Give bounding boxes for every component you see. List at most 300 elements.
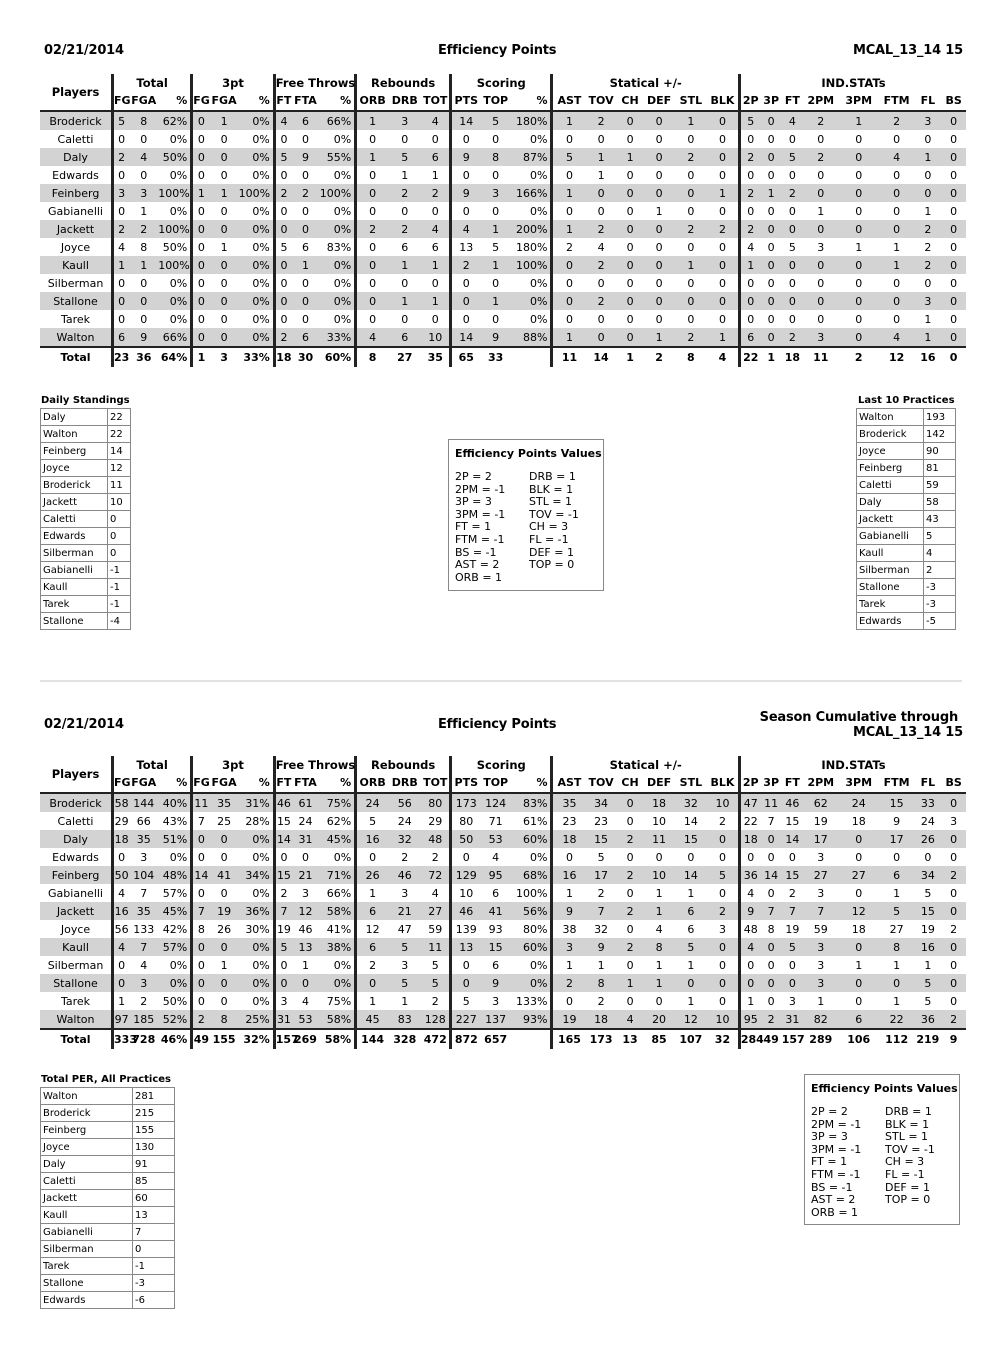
player-name: Tarek bbox=[60, 994, 91, 1008]
stat-cell: 95 bbox=[739, 1010, 760, 1029]
stat-cell: 52% bbox=[158, 1010, 191, 1029]
column-header: PTS bbox=[451, 91, 481, 111]
stat-cell: 0 bbox=[941, 974, 966, 992]
stat-cell: 11 bbox=[422, 938, 451, 956]
stat-cell: 2 bbox=[914, 256, 941, 274]
stat-cell: 0 bbox=[626, 240, 634, 254]
stat-cell: 41 bbox=[481, 902, 511, 920]
stat-cell: 0 bbox=[274, 256, 292, 274]
stat-cell: 1 bbox=[210, 111, 239, 130]
stat-cell: 41% bbox=[326, 922, 352, 936]
stat-cell: 56 bbox=[113, 920, 130, 938]
stat-cell: 0 bbox=[839, 830, 879, 848]
ep-values-title: Efficiency Points Values bbox=[811, 1082, 958, 1095]
column-header: FTM bbox=[879, 91, 915, 111]
stat-cell: 1 bbox=[401, 994, 409, 1008]
stat-cell: 34% bbox=[239, 866, 275, 884]
player-score: 281 bbox=[133, 1088, 175, 1105]
stat-cell: 0% bbox=[169, 168, 188, 182]
stat-cell: 2 bbox=[585, 256, 616, 274]
ep-value-item: 2P = 2 bbox=[455, 470, 492, 483]
stat-cell: 0 bbox=[401, 204, 409, 218]
total-cell: 22 bbox=[739, 347, 760, 367]
stat-cell: 3 bbox=[817, 958, 825, 972]
stat-cell: 0 bbox=[451, 956, 481, 974]
stat-cell: 0% bbox=[333, 168, 352, 182]
stat-cell: 0 bbox=[855, 994, 863, 1008]
stat-cell: 0 bbox=[451, 130, 481, 148]
stat-cell: 2 bbox=[597, 994, 605, 1008]
stat-cell: 0 bbox=[140, 168, 148, 182]
stat-cell: 6 bbox=[839, 1010, 879, 1029]
stat-cell: 0% bbox=[239, 974, 275, 992]
player-name: Broderick bbox=[40, 111, 113, 130]
stat-cell: 0 bbox=[655, 850, 663, 864]
stat-cell: 25% bbox=[239, 1010, 275, 1029]
stat-cell: 16 bbox=[113, 902, 130, 920]
stat-cell: 0 bbox=[356, 848, 388, 866]
stat-cell: 0% bbox=[530, 168, 548, 182]
stat-cell: 0 bbox=[113, 130, 130, 148]
ep-value-item: BLK = 1 bbox=[529, 482, 574, 496]
daily-date: 02/21/2014 bbox=[44, 43, 124, 58]
stat-cell: 11 bbox=[761, 793, 782, 812]
ranking-row bbox=[857, 477, 956, 494]
stat-cell: 0 bbox=[924, 168, 932, 182]
stat-cell: 6 bbox=[739, 328, 760, 347]
player-name: Daly bbox=[41, 409, 108, 426]
stat-cell: 2 bbox=[675, 220, 707, 238]
stat-cell: 0 bbox=[718, 850, 726, 864]
stat-cell: 5 bbox=[782, 148, 803, 166]
stat-cell: 0 bbox=[220, 168, 228, 182]
stat-cell: 5 bbox=[924, 994, 932, 1008]
group-header: Total bbox=[113, 74, 192, 91]
stat-cell: 0 bbox=[617, 793, 644, 812]
total-cell: 27 bbox=[388, 347, 421, 367]
stat-cell: 2 bbox=[431, 850, 439, 864]
stat-cell: 21 bbox=[292, 866, 319, 884]
stat-cell: 15 bbox=[675, 830, 707, 848]
stat-cell: 75% bbox=[319, 793, 356, 812]
stat-cell: 2 bbox=[739, 184, 760, 202]
stat-cell: 0 bbox=[718, 276, 726, 290]
total-cell: 36 bbox=[129, 347, 158, 367]
stat-cell: 0 bbox=[767, 850, 775, 864]
stat-cell: 68% bbox=[511, 866, 552, 884]
stat-cell: 0 bbox=[192, 256, 210, 274]
stat-cell: 1 bbox=[431, 168, 439, 182]
column-header: FT bbox=[274, 773, 292, 793]
stat-cell: 2 bbox=[707, 220, 739, 238]
column-header: DEF bbox=[643, 773, 674, 793]
season-date: 02/21/2014 bbox=[44, 717, 124, 732]
stat-cell: 0 bbox=[767, 132, 775, 146]
stat-cell: 1 bbox=[552, 884, 585, 902]
ep-value-item: TOP = 0 bbox=[885, 1193, 931, 1207]
stat-cell: 0 bbox=[687, 168, 695, 182]
stat-cell: 0 bbox=[274, 292, 292, 310]
stat-cell: 2 bbox=[924, 240, 932, 254]
table-row bbox=[40, 793, 966, 812]
player-score: 0 bbox=[108, 545, 131, 562]
stat-cell: 3 bbox=[113, 184, 130, 202]
stat-cell: 0% bbox=[333, 276, 352, 290]
column-header: TOT bbox=[422, 91, 451, 111]
stat-cell: 0 bbox=[707, 256, 739, 274]
stat-cell: 0 bbox=[707, 938, 739, 956]
column-header: 2P bbox=[739, 773, 760, 793]
group-header: 3pt bbox=[192, 74, 275, 91]
player-name: Stallone bbox=[40, 974, 113, 992]
stat-cell: 0 bbox=[767, 204, 775, 218]
stat-cell: 23 bbox=[552, 812, 585, 830]
column-header: ORB bbox=[356, 773, 388, 793]
stat-cell: 0 bbox=[767, 276, 775, 290]
stat-cell: 1 bbox=[552, 956, 585, 974]
player-score: 43 bbox=[924, 511, 956, 528]
total-cell: 107 bbox=[675, 1029, 707, 1049]
total-cell: 157 bbox=[274, 1029, 292, 1049]
stat-cell: 0 bbox=[626, 168, 634, 182]
stat-cell: 0 bbox=[950, 886, 958, 900]
stat-cell: 16 bbox=[356, 830, 388, 848]
stat-cell: 0 bbox=[492, 204, 500, 218]
stat-cell: 1 bbox=[707, 328, 739, 347]
ranking-row bbox=[41, 443, 131, 460]
last10-title: Last 10 Practices bbox=[858, 395, 955, 406]
ranking-row bbox=[41, 1122, 175, 1139]
total-cell: 65 bbox=[451, 347, 481, 367]
ranking-row bbox=[857, 528, 956, 545]
stat-cell: 0 bbox=[767, 886, 775, 900]
last10-table bbox=[856, 408, 956, 630]
stat-cell: 5 bbox=[788, 240, 796, 254]
group-header: Statical +/- bbox=[552, 74, 739, 91]
stat-cell: 0 bbox=[739, 274, 760, 292]
stat-cell: 0 bbox=[140, 312, 148, 326]
ranking-row bbox=[857, 426, 956, 443]
stat-cell: 0 bbox=[761, 938, 782, 956]
stat-cell: 0 bbox=[767, 958, 775, 972]
stat-cell: 6 bbox=[292, 328, 319, 347]
stat-cell: 0 bbox=[552, 256, 585, 274]
player-score: 12 bbox=[108, 460, 131, 477]
stat-cell: 0 bbox=[839, 148, 879, 166]
stat-cell: 1 bbox=[552, 111, 585, 130]
stat-cell: 75% bbox=[326, 994, 352, 1008]
stat-cell: 0 bbox=[687, 312, 695, 326]
stat-cell: 5 bbox=[707, 866, 739, 884]
stat-cell: 1 bbox=[422, 292, 451, 310]
stat-cell: 6 bbox=[388, 328, 421, 347]
player-name: Walton bbox=[857, 409, 924, 426]
total-cell: 0 bbox=[941, 347, 966, 367]
player-score: 60 bbox=[133, 1190, 175, 1207]
ep-values-right-column bbox=[529, 471, 603, 584]
stat-cell: 0 bbox=[552, 130, 585, 148]
stat-cell: 11 bbox=[192, 793, 210, 812]
ep-value-item: CH = 3 bbox=[529, 520, 569, 534]
stat-cell: 26 bbox=[217, 922, 232, 936]
stat-cell: 0 bbox=[451, 848, 481, 866]
stat-cell: 0 bbox=[761, 111, 782, 130]
stat-cell: 12 bbox=[839, 902, 879, 920]
stat-cell: 0% bbox=[252, 132, 270, 146]
player-name: Tarek bbox=[60, 312, 91, 326]
total-cell: 32 bbox=[707, 1029, 739, 1049]
stat-cell: 2 bbox=[739, 220, 760, 238]
stat-cell: 83% bbox=[511, 793, 552, 812]
stat-cell: 0 bbox=[718, 168, 726, 182]
ep-value-item: 3PM = -1 bbox=[811, 1142, 862, 1156]
stat-cell: 6 bbox=[292, 111, 319, 130]
stat-cell: 46 bbox=[782, 793, 803, 812]
stat-cell: 0% bbox=[319, 220, 356, 238]
player-score: 59 bbox=[924, 477, 956, 494]
stat-cell: 0% bbox=[530, 204, 548, 218]
stat-cell: 0 bbox=[585, 328, 616, 347]
stat-cell: 0 bbox=[655, 994, 663, 1008]
stat-cell: 21 bbox=[388, 902, 421, 920]
stat-cell: 0 bbox=[643, 148, 674, 166]
column-header: 2P bbox=[739, 91, 760, 111]
stat-cell: 133% bbox=[516, 994, 548, 1008]
stat-cell: 0 bbox=[761, 256, 782, 274]
ep-value-item: TOV = -1 bbox=[885, 1142, 935, 1156]
stat-cell: 0 bbox=[839, 974, 879, 992]
player-score: -4 bbox=[108, 613, 131, 630]
total-cell: 33 bbox=[481, 347, 511, 367]
stat-cell: 18 bbox=[851, 922, 866, 936]
stat-cell: 0 bbox=[761, 148, 782, 166]
player-name: Joyce bbox=[60, 922, 91, 936]
total-cell: 3 bbox=[210, 347, 239, 367]
table-row bbox=[40, 166, 966, 184]
stat-cell: 35 bbox=[129, 830, 158, 848]
ep-values-left-column bbox=[811, 1106, 885, 1219]
season-title: Efficiency Points bbox=[438, 717, 557, 732]
stat-cell: 1 bbox=[761, 184, 782, 202]
stat-cell: 0 bbox=[274, 956, 292, 974]
total-cell: 1 bbox=[617, 347, 644, 367]
stat-cell: 0 bbox=[941, 938, 966, 956]
total-cell: 106 bbox=[839, 1029, 879, 1049]
stat-cell: 0 bbox=[431, 204, 439, 218]
column-header: DRB bbox=[388, 773, 421, 793]
column-header: TOV bbox=[585, 773, 616, 793]
players-header: Players bbox=[40, 756, 113, 793]
stat-cell: 1 bbox=[422, 256, 451, 274]
ranking-row bbox=[857, 579, 956, 596]
stat-cell: 19 bbox=[552, 1010, 585, 1029]
stat-cell: 0% bbox=[169, 312, 188, 326]
stat-cell: 0% bbox=[252, 276, 270, 290]
stat-cell: 0 bbox=[192, 292, 210, 310]
stat-cell: 18 bbox=[851, 814, 866, 828]
table-row bbox=[40, 920, 966, 938]
stat-cell: 2 bbox=[192, 1010, 210, 1029]
stat-cell: 139 bbox=[451, 920, 481, 938]
stat-cell: 0 bbox=[274, 202, 292, 220]
column-header: FGA bbox=[129, 91, 158, 111]
stat-cell: 83% bbox=[326, 240, 352, 254]
stat-cell: 0 bbox=[655, 276, 663, 290]
ep-values-box-daily bbox=[448, 439, 604, 591]
ep-value-item: BLK = 1 bbox=[885, 1117, 930, 1131]
stat-cell: 1 bbox=[192, 184, 210, 202]
total-cell: 13 bbox=[617, 1029, 644, 1049]
stat-cell: 80 bbox=[422, 793, 451, 812]
stat-cell: 1 bbox=[655, 958, 663, 972]
stat-cell: 48 bbox=[422, 830, 451, 848]
stat-cell: 0 bbox=[855, 132, 863, 146]
column-header: AST bbox=[552, 91, 585, 111]
player-name: Kaull bbox=[40, 938, 113, 956]
stat-cell: 0 bbox=[655, 132, 663, 146]
stat-cell: 93 bbox=[488, 922, 503, 936]
stat-cell: 5 bbox=[924, 886, 932, 900]
stat-cell: 0% bbox=[158, 292, 191, 310]
stat-cell: 4 bbox=[113, 238, 130, 256]
stat-cell: 3 bbox=[817, 886, 825, 900]
stat-cell: 8 bbox=[481, 148, 511, 166]
group-header: IND.STATs bbox=[739, 74, 966, 91]
stat-cell: 0 bbox=[767, 168, 775, 182]
stat-cell: 3 bbox=[718, 922, 726, 936]
ranking-row bbox=[41, 460, 131, 477]
stat-cell: 5 bbox=[274, 238, 292, 256]
stat-cell: 0 bbox=[220, 312, 228, 326]
stat-cell: 5 bbox=[552, 148, 585, 166]
total-cell bbox=[511, 347, 552, 367]
stat-cell: 0 bbox=[626, 886, 634, 900]
stat-cell: 8 bbox=[192, 920, 210, 938]
stat-cell: 0% bbox=[530, 276, 548, 290]
stat-cell: 0 bbox=[220, 204, 228, 218]
stat-cell: 0 bbox=[924, 850, 932, 864]
stat-cell: 0% bbox=[169, 204, 188, 218]
total-label: Total bbox=[40, 1029, 113, 1049]
stat-cell: 3 bbox=[788, 994, 796, 1008]
ep-value-item: 3P = 3 bbox=[455, 495, 492, 509]
stat-cell: 0% bbox=[333, 850, 352, 864]
stat-cell: 4 bbox=[617, 1010, 644, 1029]
player-name: Caletti bbox=[57, 814, 94, 828]
player-name: Caletti bbox=[41, 1173, 133, 1190]
stat-cell: 31 bbox=[292, 830, 319, 848]
stat-cell: 0% bbox=[239, 256, 275, 274]
player-score: 155 bbox=[133, 1122, 175, 1139]
ep-value-item: FL = -1 bbox=[529, 532, 569, 546]
ranking-row bbox=[41, 426, 131, 443]
stat-cell: 129 bbox=[451, 866, 481, 884]
per-table bbox=[40, 1087, 175, 1309]
total-cell: 85 bbox=[643, 1029, 674, 1049]
stat-cell: 0 bbox=[707, 148, 739, 166]
stat-cell: 0 bbox=[687, 204, 695, 218]
stat-cell: 0% bbox=[530, 132, 548, 146]
total-cell: 472 bbox=[422, 1029, 451, 1049]
player-score: 22 bbox=[108, 426, 131, 443]
table-row bbox=[40, 884, 966, 902]
stat-cell: 2 bbox=[388, 184, 421, 202]
stat-cell: 45 bbox=[356, 1010, 388, 1029]
stat-cell: 18 bbox=[739, 830, 760, 848]
stat-cell: 180% bbox=[511, 111, 552, 130]
player-score: 91 bbox=[133, 1156, 175, 1173]
stat-cell: 5 bbox=[113, 111, 130, 130]
stat-cell: 0 bbox=[788, 276, 796, 290]
stat-cell: 0 bbox=[451, 202, 481, 220]
column-header: FG bbox=[192, 773, 210, 793]
stat-cell: 7 bbox=[274, 902, 292, 920]
stat-cell: 5 bbox=[739, 111, 760, 130]
player-score: -3 bbox=[133, 1275, 175, 1292]
player-score: 22 bbox=[108, 409, 131, 426]
stat-cell: 33% bbox=[319, 328, 356, 347]
stat-cell: 43% bbox=[162, 814, 188, 828]
stat-cell: 0 bbox=[210, 830, 239, 848]
column-header: FTM bbox=[879, 773, 915, 793]
stat-cell: 0 bbox=[626, 276, 634, 290]
total-cell: 30 bbox=[292, 347, 319, 367]
stat-cell: 2 bbox=[356, 220, 388, 238]
player-name: Tarek bbox=[857, 596, 924, 613]
stat-cell: 6 bbox=[879, 866, 915, 884]
column-header: FGA bbox=[210, 91, 239, 111]
ranking-row bbox=[857, 409, 956, 426]
stat-cell: 16 bbox=[552, 866, 585, 884]
ranking-row bbox=[41, 1207, 175, 1224]
stat-cell: 46 bbox=[388, 866, 421, 884]
table-row bbox=[40, 274, 966, 292]
stat-cell: 19 bbox=[210, 902, 239, 920]
ep-value-item: ORB = 1 bbox=[455, 570, 503, 584]
stat-cell: 4 bbox=[879, 328, 915, 347]
player-name: Feinberg bbox=[40, 184, 113, 202]
stat-cell: 0 bbox=[552, 292, 585, 310]
player-name: Daly bbox=[40, 830, 113, 848]
stat-cell: 4 bbox=[129, 148, 158, 166]
stat-cell: 2 bbox=[585, 220, 616, 238]
stat-cell: 4 bbox=[879, 148, 915, 166]
player-score: 13 bbox=[133, 1207, 175, 1224]
total-cell: 333 bbox=[113, 1029, 130, 1049]
ep-values-right-column bbox=[885, 1106, 959, 1219]
stat-cell: 6 bbox=[113, 328, 130, 347]
stat-cell: 100% bbox=[319, 184, 356, 202]
stat-cell: 0 bbox=[274, 130, 292, 148]
stat-cell: 2 bbox=[356, 956, 388, 974]
stat-cell: 1 bbox=[481, 292, 511, 310]
player-score: -3 bbox=[924, 579, 956, 596]
stat-cell: 0% bbox=[169, 958, 188, 972]
stat-cell: 0 bbox=[617, 111, 644, 130]
stat-cell: 0 bbox=[879, 220, 915, 238]
stat-cell: 1 bbox=[292, 256, 319, 274]
stat-cell: 1 bbox=[388, 256, 421, 274]
stat-cell: 47 bbox=[397, 922, 412, 936]
stat-cell: 42% bbox=[162, 922, 188, 936]
stat-cell: 8 bbox=[585, 974, 616, 992]
stat-cell: 1 bbox=[643, 328, 674, 347]
stat-cell: 0 bbox=[113, 292, 130, 310]
stat-cell: 50% bbox=[162, 994, 188, 1008]
stat-cell: 4 bbox=[301, 994, 309, 1008]
table-row bbox=[40, 256, 966, 274]
stat-cell: 0 bbox=[451, 310, 481, 328]
